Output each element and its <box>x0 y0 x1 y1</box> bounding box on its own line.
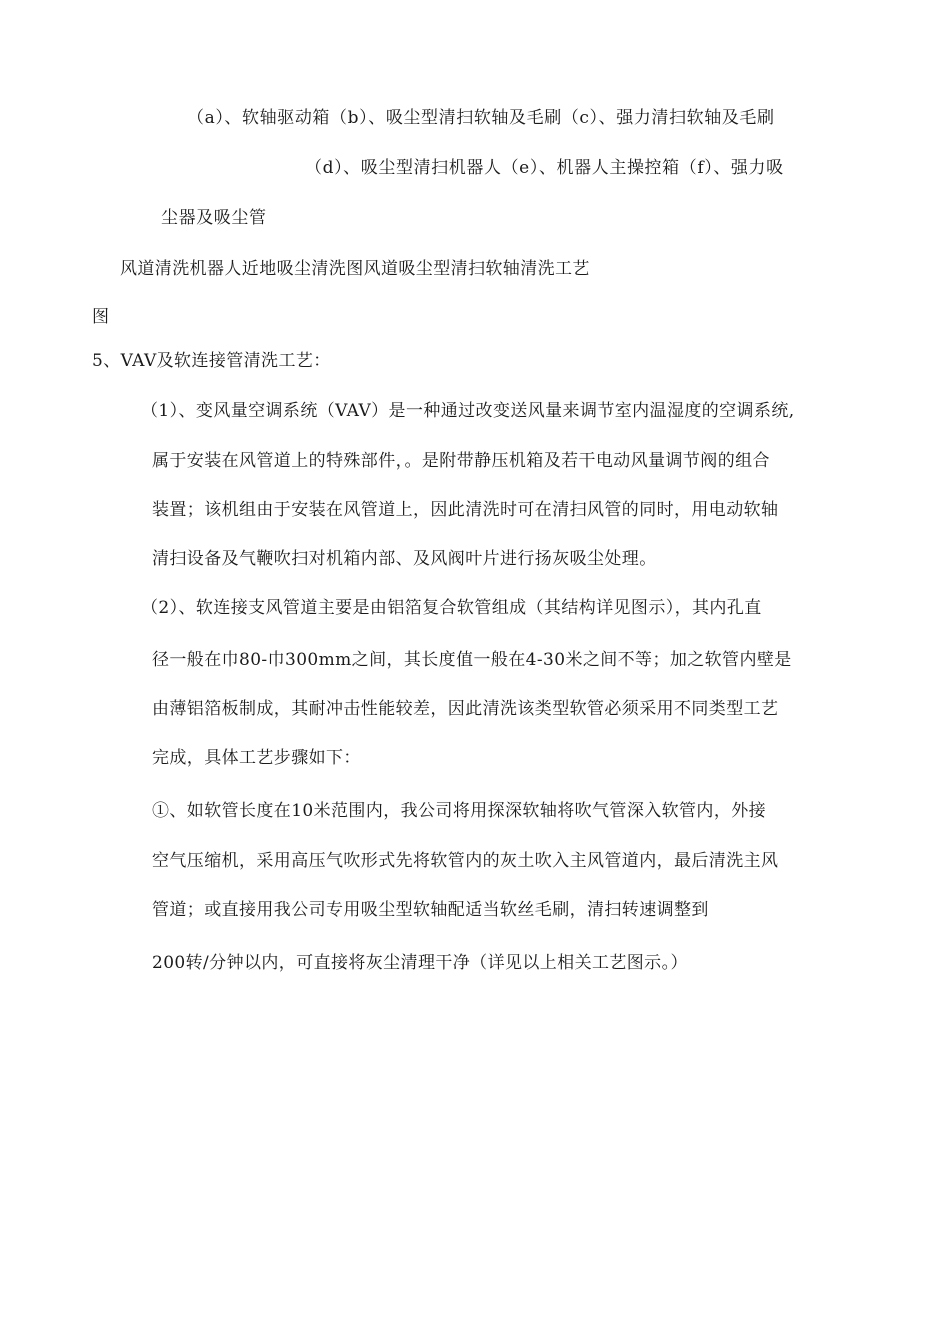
caption-line-2: （d）、吸尘型清扫机器人（e）、机器人主操控箱（f）、强力吸 <box>305 158 784 178</box>
figure-title-line-1: 风道清洗机器人近地吸尘清洗图风道吸尘型清扫软轴清洗工艺 <box>120 259 590 279</box>
paragraph-line: ①、如软管长度在10米范围内，我公司将用探深软轴将吹气管深入软管内，外接 <box>152 801 767 821</box>
caption-line-1: （a）、软轴驱动箱（b）、吸尘型清扫软轴及毛刷（c）、强力清扫软轴及毛刷 <box>187 108 775 128</box>
paragraph-line: 清扫设备及气鞭吹扫对机箱内部、及风阀叶片进行扬灰吸尘处理。 <box>152 549 657 569</box>
caption-line-3: 尘器及吸尘管 <box>161 208 267 228</box>
paragraph-line: 属于安装在风管道上的特殊部件，。是附带静压机箱及若干电动风量调节阀的组合 <box>152 451 770 471</box>
figure-title-line-2: 图 <box>92 307 110 327</box>
paragraph-line: 200转/分钟以内，可直接将灰尘清理干净（详见以上相关工艺图示。） <box>152 953 688 973</box>
section-heading: 5、VAV及软连接管清洗工艺： <box>92 351 331 371</box>
paragraph-line: 装置；该机组由于安装在风管道上，因此清洗时可在清扫风管的同时，用电动软轴 <box>152 500 779 520</box>
paragraph-line: 由薄铝箔板制成，其耐冲击性能较差，因此清洗该类型软管必须采用不同类型工艺 <box>152 699 779 719</box>
paragraph-line: 管道；或直接用我公司专用吸尘型软轴配适当软丝毛刷，清扫转速调整到 <box>152 900 709 920</box>
paragraph-line: （2）、软连接支风管道主要是由铝箔复合软管组成（其结构详见图示），其内孔直 <box>141 598 762 618</box>
paragraph-line: 完成，具体工艺步骤如下： <box>152 748 361 768</box>
paragraph-line: 径一般在巾80-巾300mm之间，其长度值一般在4-30米之间不等；加之软管内壁是 <box>152 650 792 670</box>
paragraph-line: 空气压缩机，采用高压气吹形式先将软管内的灰土吹入主风管道内，最后清洗主风 <box>152 851 779 871</box>
paragraph-line: （1）、变风量空调系统（VAV）是一种通过改变送风量来调节室内温湿度的空调系统, <box>141 401 795 421</box>
